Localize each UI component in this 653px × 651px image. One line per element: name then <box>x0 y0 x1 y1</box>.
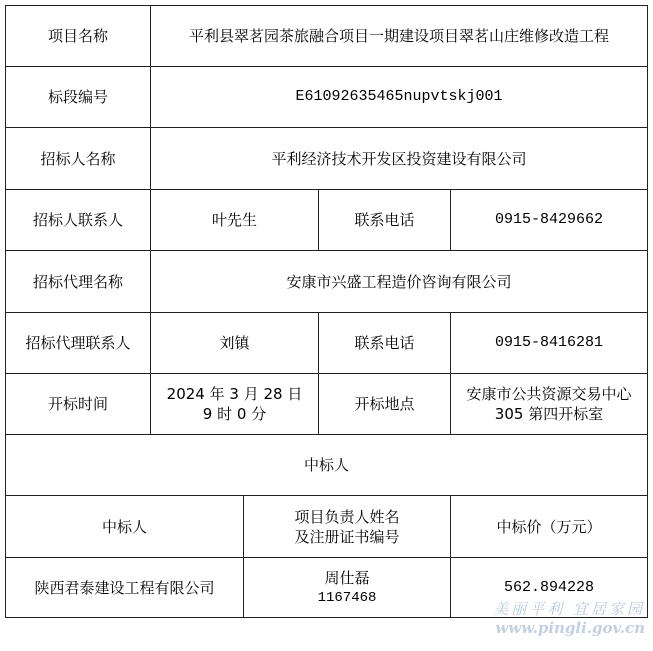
row-project-name <box>6 6 648 67</box>
opening-date: 2024 年 3 月 28 日 <box>166 385 303 403</box>
row-agency <box>6 251 648 313</box>
row-tenderer-contact <box>6 190 648 251</box>
row-winner-headers <box>6 496 648 558</box>
value-manager <box>244 558 451 618</box>
label-opening-place: 开标地点 <box>319 374 451 435</box>
row-section-code <box>6 67 648 128</box>
label-agency: 招标代理名称 <box>6 251 151 313</box>
bid-result-table <box>5 5 648 618</box>
value-tenderer-phone: 0915-8429662 <box>451 190 648 251</box>
header-price: 中标价（万元） <box>451 496 648 558</box>
label-tenderer: 招标人名称 <box>6 128 151 190</box>
value-price: 562.894228 <box>451 558 648 618</box>
manager-cert: 1167468 <box>317 589 377 606</box>
label-section-code: 标段编号 <box>6 67 151 128</box>
value-project-name: 平利县翠茗园茶旅融合项目一期建设项目翠茗山庄维修改造工程 <box>151 6 648 67</box>
header-manager-line1: 项目负责人姓名 <box>294 507 400 526</box>
watermark-url: www.pingli.gov.cn <box>495 619 645 637</box>
header-manager-line2: 及注册证书编号 <box>294 527 400 546</box>
opening-hour: 9 时 0 分 <box>202 405 267 423</box>
opening-place-venue: 安康市公共资源交易中心 <box>466 385 632 403</box>
label-opening-time: 开标时间 <box>6 374 151 435</box>
value-agency: 安康市兴盛工程造价咨询有限公司 <box>151 251 648 313</box>
value-winner: 陕西君泰建设工程有限公司 <box>6 558 244 618</box>
value-opening-place <box>451 374 648 435</box>
value-tenderer-contact: 叶先生 <box>151 190 319 251</box>
value-tenderer: 平利经济技术开发区投资建设有限公司 <box>151 128 648 190</box>
value-opening-time <box>151 374 319 435</box>
value-section-code: E61092635465nupvtskj001 <box>151 67 648 128</box>
label-agency-phone: 联系电话 <box>319 313 451 374</box>
label-tenderer-phone: 联系电话 <box>319 190 451 251</box>
label-agency-contact: 招标代理联系人 <box>6 313 151 374</box>
opening-place-room: 305 第四开标室 <box>494 405 604 423</box>
row-tenderer <box>6 128 648 190</box>
value-agency-contact: 刘镇 <box>151 313 319 374</box>
value-agency-phone: 0915-8416281 <box>451 313 648 374</box>
row-agency-contact <box>6 313 648 374</box>
header-winner: 中标人 <box>6 496 244 558</box>
label-project-name: 项目名称 <box>6 6 151 67</box>
label-tenderer-contact: 招标人联系人 <box>6 190 151 251</box>
row-winner-title <box>6 435 648 496</box>
manager-name: 周仕磊 <box>324 568 370 587</box>
header-manager <box>244 496 451 558</box>
winner-section-title: 中标人 <box>6 435 648 496</box>
site-watermark <box>480 600 645 638</box>
watermark-slogan: 美丽平利 宜居家园 <box>493 600 645 618</box>
row-opening <box>6 374 648 435</box>
